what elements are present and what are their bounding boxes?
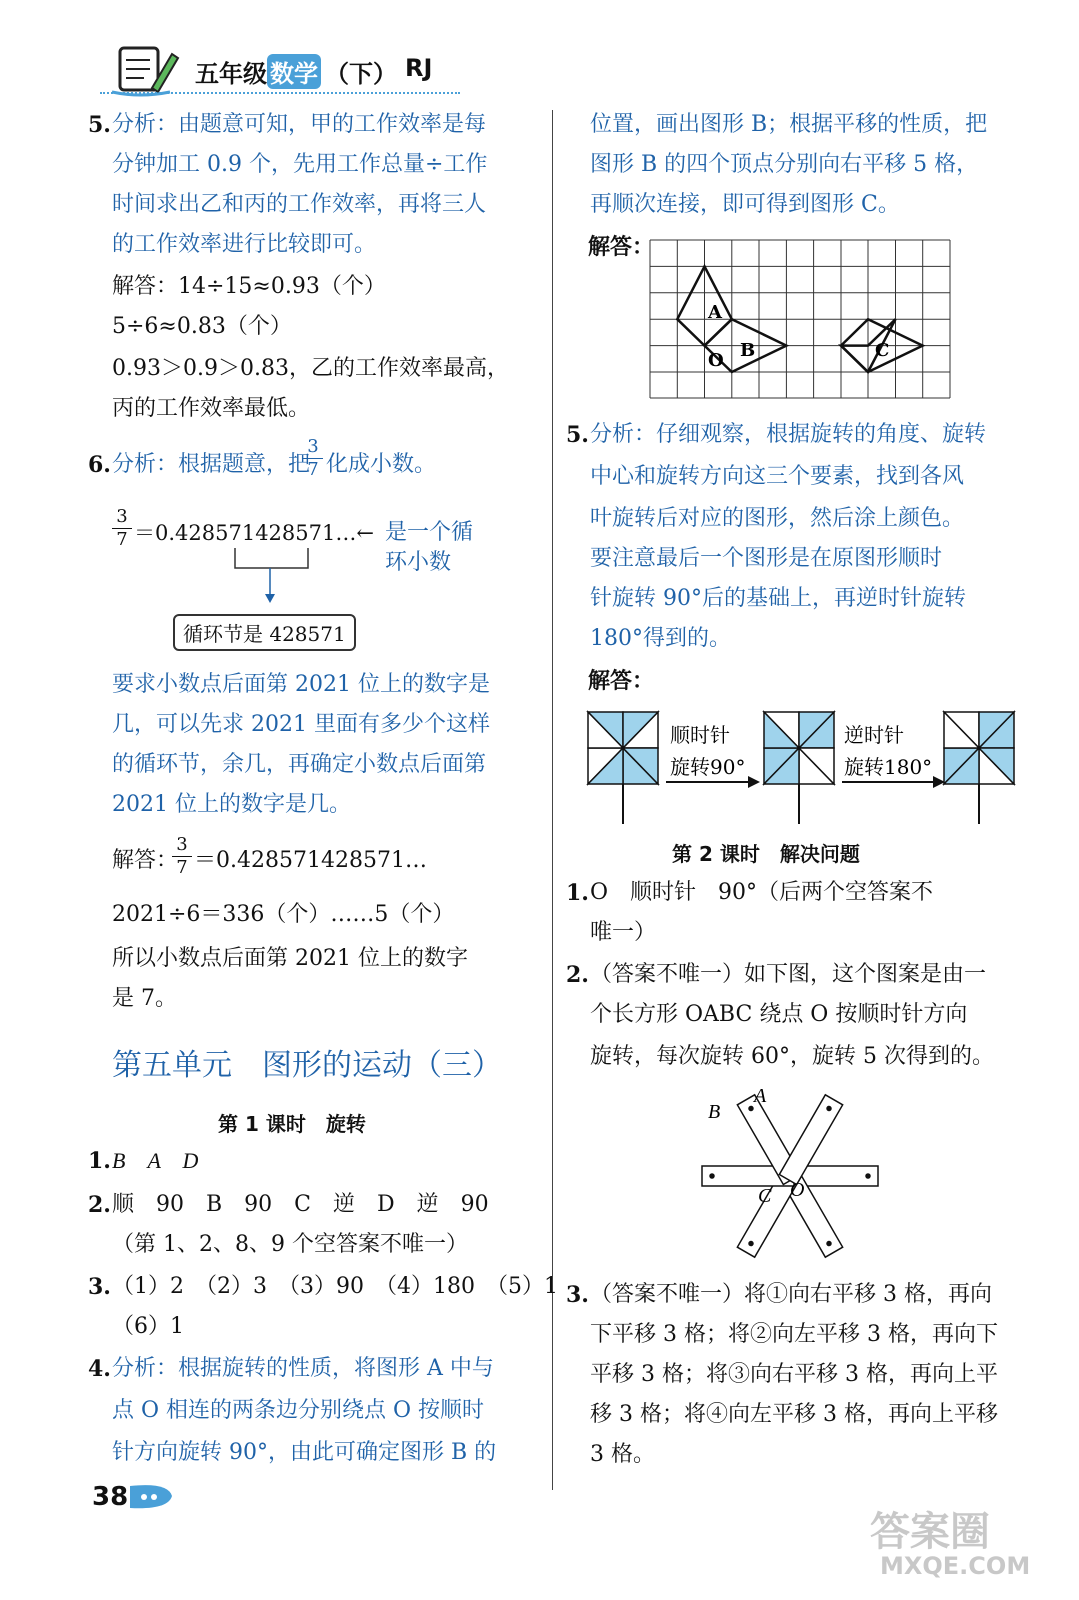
lesson-2-title: 第 2 课时 解决问题 — [672, 842, 860, 866]
b1-answer-2: 唯一） — [590, 920, 657, 945]
b3-line-2: 下平移 3 格；将②向左平移 3 格，再向下 — [590, 1322, 998, 1347]
unit-title: 第五单元 图形的运动（三） — [112, 1048, 502, 1083]
q6-cycle-box: 循环节是 428571 — [173, 614, 356, 651]
figure-label-o: O — [790, 1179, 805, 1201]
watermark-logo: 答案圈 — [870, 1509, 990, 1555]
header-subject: 数学 — [267, 54, 321, 89]
header-grade: 五年级 — [195, 60, 267, 88]
b1-number: 1. — [566, 880, 589, 906]
q6-expression: ＝0.428571428571…← — [134, 521, 374, 545]
q6-answer-label: 解答： — [112, 848, 179, 873]
grid-label-c: C — [875, 340, 890, 361]
q6-bracket-arrow — [230, 546, 350, 606]
page-corner-icon — [128, 1482, 188, 1512]
q6-analysis-b: 化成小数。 — [326, 452, 437, 477]
b3-line-1: （答案不唯一）将①向右平移 3 格，再向 — [590, 1282, 992, 1307]
b1-answer-1: O 顺时针 90°（后两个空答案不 — [590, 880, 934, 905]
a4-number: 4. — [88, 1356, 111, 1382]
svg-text:旋转90°: 旋转90° — [670, 755, 746, 779]
q5-answer-3: 0.93＞0.9＞0.83，乙的工作效率最高， — [112, 356, 509, 381]
header-dotted-line — [100, 92, 460, 94]
a3-number: 3. — [88, 1274, 111, 1300]
q6-fraction — [303, 436, 323, 481]
q6-fraction-3: 3 7 — [172, 834, 192, 879]
q6-explain-2: 几，可以先求 2021 里面有多少个这样 — [112, 712, 490, 737]
pinwheel-2 — [764, 712, 834, 824]
a5-number: 5. — [566, 422, 589, 448]
a4-answer-label: 解答： — [588, 234, 655, 260]
q6-analysis-a: 分析：根据题意，把 — [112, 452, 311, 477]
q5-analysis-3: 时间求出乙和丙的工作效率，再将三人 — [112, 192, 487, 217]
a4-cont-3: 再顺次连接，即可得到图形 C。 — [590, 192, 900, 217]
figure-label-c: C — [758, 1185, 772, 1207]
svg-text:顺时针: 顺时针 — [670, 723, 730, 747]
a4-line-3: 针方向旋转 90°，由此可确定图形 B 的 — [112, 1440, 497, 1465]
svg-text:旋转180°: 旋转180° — [844, 755, 933, 779]
fraction-numerator: 3 — [307, 436, 319, 457]
a2-note: （第 1、2、8、9 个空答案不唯一） — [112, 1232, 468, 1257]
page-header — [100, 40, 470, 100]
a5-line-1: 分析：仔细观察，根据旋转的角度、旋转 — [590, 422, 987, 447]
q6-fraction-2: 3 7 — [112, 506, 132, 551]
a5-line-3: 叶旋转后对应的图形，然后涂上颜色。 — [590, 506, 965, 531]
q6-explain-1: 要求小数点后面第 2021 位上的数字是 — [112, 672, 490, 697]
q5-answer-4: 丙的工作效率最低。 — [112, 396, 311, 421]
q6-explain-3: 的循环节，余几，再确定小数点后面第 — [112, 752, 487, 777]
q6-calc: 2021÷6＝336（个）……5（个） — [112, 902, 455, 927]
header-edition: RJ — [405, 54, 433, 82]
pinwheel-sequence — [588, 712, 1028, 842]
q5-answer-1: 解答：14÷15≈0.93（个） — [112, 274, 386, 299]
a3-answer: （1）2 （2）3 （3）90 （4）180 （5）1 — [112, 1274, 558, 1299]
a1-number: 1. — [88, 1148, 111, 1174]
b3-line-4: 移 3 格；将④向左平移 3 格，再向上平移 — [590, 1402, 998, 1427]
a2-answer: 顺 90 B 90 C 逆 D 逆 90 — [112, 1192, 489, 1217]
header-term: （下） — [325, 60, 397, 88]
q6-conclusion-1: 所以小数点后面第 2021 位上的数字 — [112, 946, 468, 971]
figure-label-a: A — [754, 1085, 767, 1107]
grid-label-a: A — [708, 302, 722, 323]
q5-analysis-2: 分钟加工 0.9 个，先用工作总量÷工作 — [112, 152, 488, 177]
q6-answer-expr: ＝0.428571428571… — [194, 848, 427, 873]
a4-cont-1: 位置，画出图形 B；根据平移的性质，把 — [590, 112, 988, 137]
a4-line-1: 分析：根据旋转的性质，将图形 A 中与 — [112, 1356, 494, 1381]
a5-line-4: 要注意最后一个图形是在原图形顺时 — [590, 546, 943, 571]
b3-line-5: 3 格。 — [590, 1442, 655, 1467]
b2-number: 2. — [566, 962, 589, 988]
lesson-1-title: 第 1 课时 旋转 — [218, 1112, 366, 1136]
fraction-denominator: 7 — [307, 459, 319, 480]
q5-analysis-1: 分析：由题意可知，甲的工作效率是每 — [112, 112, 487, 137]
q6-note-1: 是一个循 — [385, 520, 474, 545]
q6-explain-4: 2021 位上的数字是几。 — [112, 792, 351, 817]
b2-line-1: （答案不唯一）如下图，这个图案是由一 — [590, 962, 987, 987]
a4-cont-2: 图形 B 的四个顶点分别向右平移 5 格， — [590, 152, 979, 177]
b2-line-2: 个长方形 OABC 绕点 O 按顺时针方向 — [590, 1002, 968, 1027]
a3-answer-2: （6）1 — [112, 1314, 184, 1339]
a4-line-2: 点 O 相连的两条边分别绕点 O 按顺时 — [112, 1398, 485, 1423]
a1-answer: B A D — [112, 1148, 199, 1173]
grid-label-o: O — [708, 350, 724, 371]
b3-number: 3. — [566, 1282, 589, 1308]
a5-line-6: 180°得到的。 — [590, 626, 731, 651]
pinwheel-1 — [588, 712, 658, 824]
pinwheel-3 — [944, 712, 1014, 824]
a5-answer-label: 解答： — [588, 668, 655, 694]
rotated-rectangles-figure — [698, 1080, 898, 1260]
q5-analysis-4: 的工作效率进行比较即可。 — [112, 232, 377, 257]
a5-line-2: 中心和旋转方向这三个要素，找到各风 — [590, 464, 965, 489]
b2-line-3: 旋转，每次旋转 60°，旋转 5 次得到的。 — [590, 1044, 994, 1069]
q6-conclusion-2: 是 7。 — [112, 986, 177, 1011]
q6-number: 6. — [88, 452, 111, 478]
rotation-grid — [650, 240, 960, 410]
svg-text:逆时针: 逆时针 — [844, 723, 904, 747]
page-number: 38 — [92, 1482, 129, 1512]
notebook-pencil-icon — [110, 40, 180, 100]
a2-number: 2. — [88, 1192, 111, 1218]
q5-number: 5. — [88, 112, 111, 138]
grid-label-b: B — [740, 340, 756, 361]
arrow-2 — [842, 723, 945, 788]
a5-line-5: 针旋转 90°后的基础上，再逆时针旋转 — [590, 586, 966, 611]
figure-label-b: B — [708, 1101, 721, 1123]
arrow-1 — [666, 723, 760, 788]
watermark-url: MXQE.COM — [880, 1552, 1031, 1580]
b3-line-3: 平移 3 格；将③向右平移 3 格，再向上平 — [590, 1362, 998, 1387]
q6-note-2: 环小数 — [385, 550, 452, 575]
q5-answer-2: 5÷6≈0.83（个） — [112, 314, 292, 339]
